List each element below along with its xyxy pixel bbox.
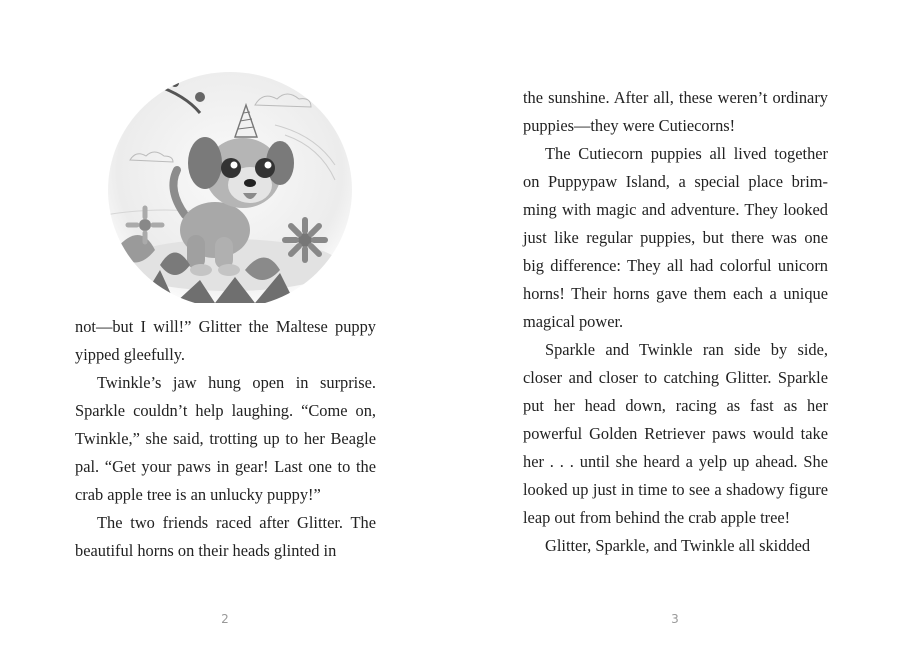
paragraph: Glitter, Sparkle, and Twinkle all skidded [545,536,811,555]
right-page-text [523,84,828,560]
unicorn-puppy-illustration [105,65,355,303]
paragraph: the sunshine. After all, these weren’t ordinary puppies—they were Cutiecorns! [523,88,828,135]
paragraph: The two friends raced after Glitter. The beautiful horns on their heads glinted in [75,513,376,560]
paragraph: Sparkle and Twinkle ran side by side, closer and closer to catching Glitter. Sparkle put her head down, racing as fast as her powerful Golden Retriever paws would take her . . . until she heard a yelp up ahead. She looked up just in time to see a shadowy figure leap out from behind the crab apple tree! [523,340,828,527]
page-number: 2 [221,612,229,626]
paragraph: The Cutiecorn puppies all lived together on Puppypaw Island, a special place brimming with magic and adventure. They looked just like regular puppies, but there was one big difference: They all had colorful unicorn horns! Their horns gave them each a unique magical power. [523,144,828,331]
paragraph: not—but I will!” Glitter the Maltese puppy yipped gleefully. [75,317,376,364]
paragraph: Twinkle’s jaw hung open in surprise. Sparkle couldn’t help laughing. “Come on, Twinkle,” she said, trotting up to her Beagle pal. “Get your paws in gear! Last one to the crab apple tree is an unlucky puppy!” [75,373,376,504]
right-page [450,0,900,654]
page-number: 3 [671,612,679,626]
left-page-text [75,313,376,565]
